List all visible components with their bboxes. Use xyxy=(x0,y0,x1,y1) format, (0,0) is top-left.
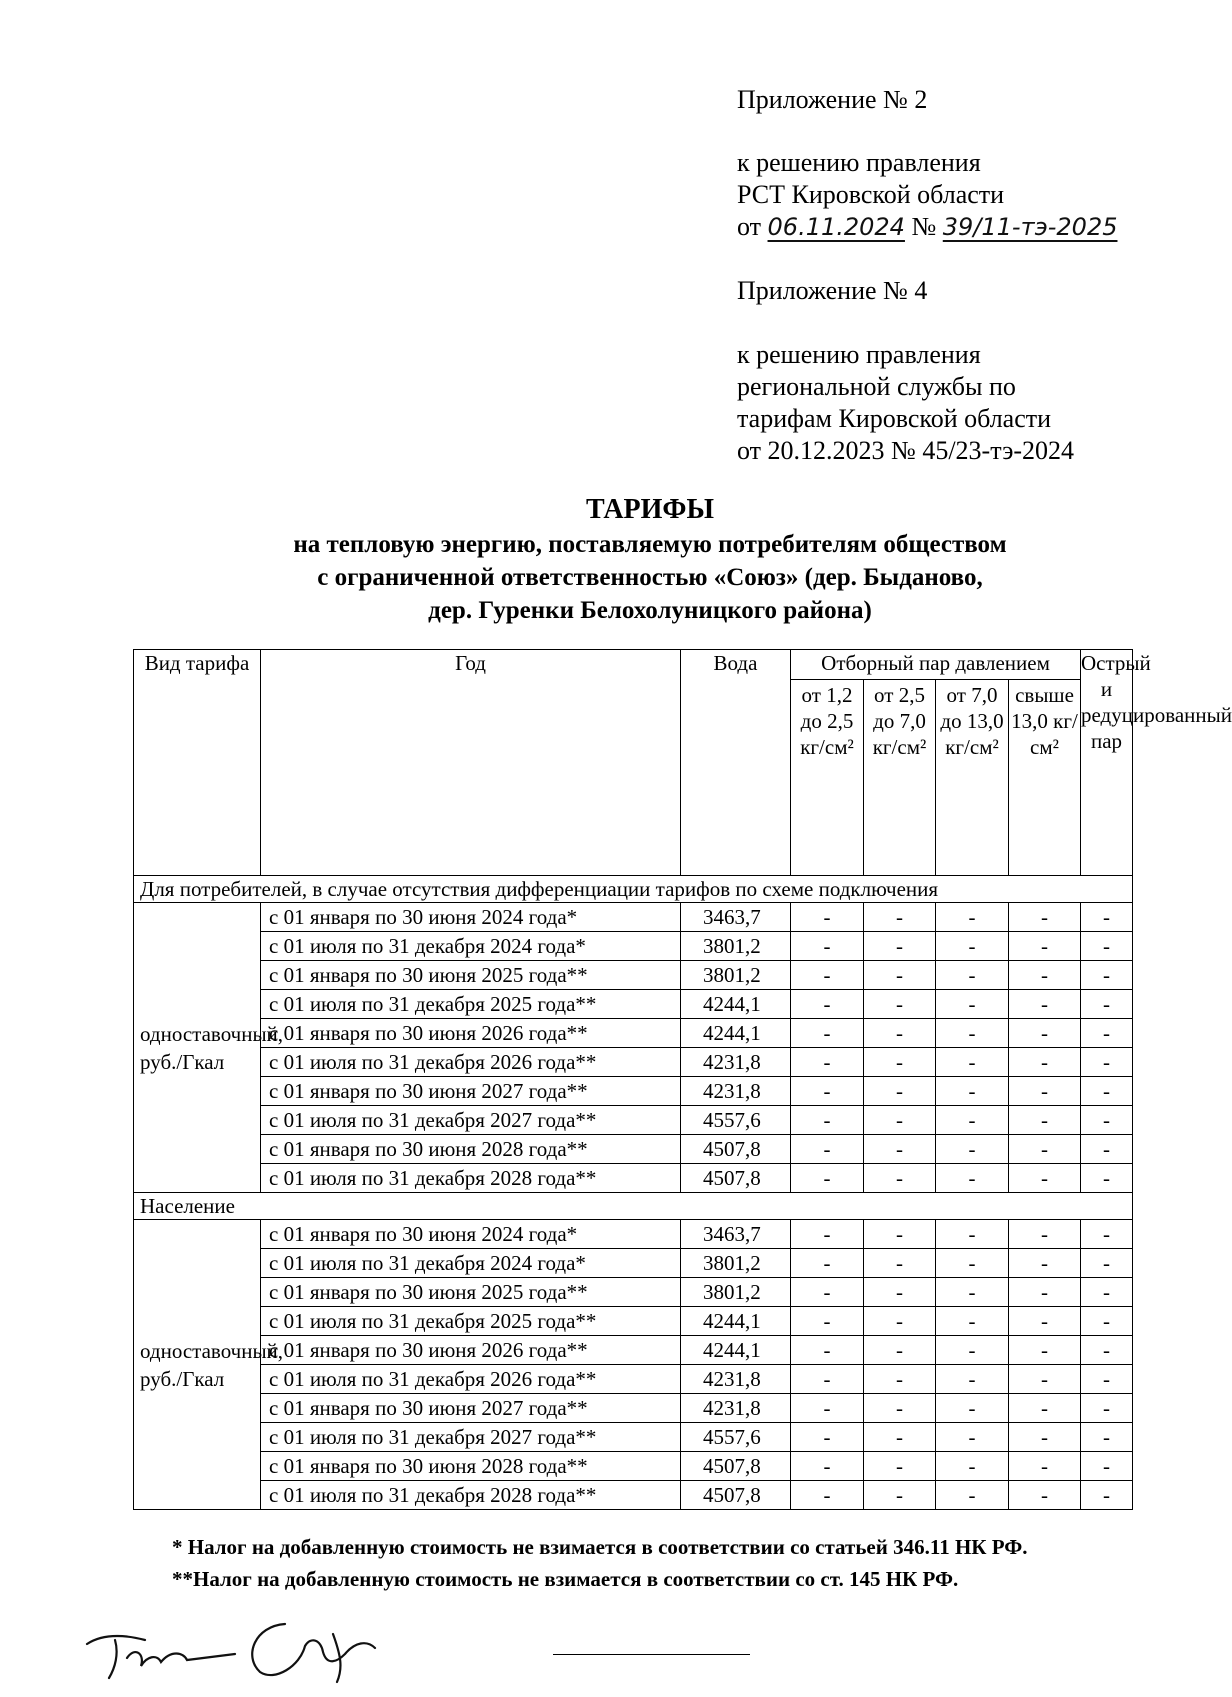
table-row xyxy=(134,903,1133,932)
ref-line-2: региональной службы по xyxy=(737,372,1016,401)
empty-value-cell: - xyxy=(1081,1394,1133,1423)
voda-value-cell: 4507,8 xyxy=(681,1481,791,1510)
table-row xyxy=(134,1220,1133,1249)
empty-value-cell: - xyxy=(791,990,864,1019)
title-main: ТАРИФЫ xyxy=(586,494,714,525)
empty-value-cell: - xyxy=(864,1077,936,1106)
header-ostryi: Острый и редуцированный пар xyxy=(1081,650,1133,876)
section-title: Население xyxy=(134,1193,1133,1220)
period-cell: с 01 июля по 31 декабря 2026 года** xyxy=(261,1365,681,1394)
empty-value-cell: - xyxy=(864,1220,936,1249)
voda-value-cell: 3801,2 xyxy=(681,1249,791,1278)
table-row xyxy=(134,1249,1133,1278)
number-prefix: № xyxy=(911,212,937,241)
decision-date-line xyxy=(737,211,1117,243)
empty-value-cell: - xyxy=(1081,1365,1133,1394)
table-row xyxy=(134,1106,1133,1135)
empty-value-cell: - xyxy=(1009,961,1081,990)
footnotes xyxy=(172,1531,1028,1595)
empty-value-cell: - xyxy=(1009,1394,1081,1423)
voda-value-cell: 4231,8 xyxy=(681,1394,791,1423)
empty-value-cell: - xyxy=(1009,1452,1081,1481)
period-cell: с 01 января по 30 июня 2025 года** xyxy=(261,961,681,990)
reference-block xyxy=(737,339,1074,467)
empty-value-cell: - xyxy=(791,1307,864,1336)
period-cell: с 01 января по 30 июня 2028 года** xyxy=(261,1135,681,1164)
empty-value-cell: - xyxy=(1009,1423,1081,1452)
empty-value-cell: - xyxy=(791,903,864,932)
empty-value-cell: - xyxy=(864,903,936,932)
header-steam-group: Отборный пар давлением xyxy=(791,650,1081,680)
empty-value-cell: - xyxy=(864,1048,936,1077)
empty-value-cell: - xyxy=(1009,1249,1081,1278)
empty-value-cell: - xyxy=(864,1394,936,1423)
empty-value-cell: - xyxy=(1081,1048,1133,1077)
appendix-2-block xyxy=(737,84,927,116)
empty-value-cell: - xyxy=(1009,1106,1081,1135)
table-row xyxy=(134,1481,1133,1510)
empty-value-cell: - xyxy=(1009,1048,1081,1077)
period-cell: с 01 января по 30 июня 2028 года** xyxy=(261,1452,681,1481)
empty-value-cell: - xyxy=(864,1019,936,1048)
empty-value-cell: - xyxy=(864,961,936,990)
document-title xyxy=(150,493,1150,627)
empty-value-cell: - xyxy=(936,1106,1009,1135)
header-vid-tarifa: Вид тарифа xyxy=(134,650,261,876)
voda-value-cell: 4231,8 xyxy=(681,1365,791,1394)
voda-value-cell: 3801,2 xyxy=(681,1278,791,1307)
empty-value-cell: - xyxy=(936,903,1009,932)
voda-value-cell: 3463,7 xyxy=(681,903,791,932)
empty-value-cell: - xyxy=(864,1278,936,1307)
empty-value-cell: - xyxy=(1081,1135,1133,1164)
handwritten-date: 06.11.2024 xyxy=(767,213,905,241)
voda-value-cell: 4507,8 xyxy=(681,1164,791,1193)
footnote-2: **Налог на добавленную стоимость не взимается в соответствии со ст. 145 НК РФ. xyxy=(172,1567,959,1591)
table-row xyxy=(134,1423,1133,1452)
empty-value-cell: - xyxy=(936,961,1009,990)
voda-value-cell: 4507,8 xyxy=(681,1135,791,1164)
header-steam-1: от 1,2 до 2,5 кг/см² xyxy=(791,680,864,876)
empty-value-cell: - xyxy=(791,1365,864,1394)
empty-value-cell: - xyxy=(791,1423,864,1452)
appendix-4-block xyxy=(737,275,927,307)
empty-value-cell: - xyxy=(1081,1077,1133,1106)
section-header-row xyxy=(134,1193,1133,1220)
ref-line-1: к решению правления xyxy=(737,340,981,369)
empty-value-cell: - xyxy=(1081,1336,1133,1365)
header-voda: Вода xyxy=(681,650,791,876)
empty-value-cell: - xyxy=(864,1452,936,1481)
empty-value-cell: - xyxy=(936,1365,1009,1394)
empty-value-cell: - xyxy=(791,1135,864,1164)
header-steam-3: от 7,0 до 13,0 кг/см² xyxy=(936,680,1009,876)
voda-value-cell: 4244,1 xyxy=(681,990,791,1019)
table-row xyxy=(134,1365,1133,1394)
voda-value-cell: 4244,1 xyxy=(681,1019,791,1048)
empty-value-cell: - xyxy=(791,1048,864,1077)
period-cell: с 01 июля по 31 декабря 2024 года* xyxy=(261,932,681,961)
empty-value-cell: - xyxy=(936,1423,1009,1452)
period-cell: с 01 января по 30 июня 2027 года** xyxy=(261,1077,681,1106)
appendix-2-title: Приложение № 2 xyxy=(737,85,928,114)
empty-value-cell: - xyxy=(864,1481,936,1510)
period-cell: с 01 июля по 31 декабря 2025 года** xyxy=(261,990,681,1019)
period-cell: с 01 января по 30 июня 2024 года* xyxy=(261,1220,681,1249)
period-cell: с 01 июля по 31 декабря 2028 года** xyxy=(261,1481,681,1510)
empty-value-cell: - xyxy=(1081,961,1133,990)
empty-value-cell: - xyxy=(1081,1278,1133,1307)
empty-value-cell: - xyxy=(791,1278,864,1307)
voda-value-cell: 4507,8 xyxy=(681,1452,791,1481)
empty-value-cell: - xyxy=(864,932,936,961)
handwritten-number: 39/11-тэ-2025 xyxy=(942,213,1118,241)
empty-value-cell: - xyxy=(936,1452,1009,1481)
table-row xyxy=(134,1164,1133,1193)
table-row xyxy=(134,1394,1133,1423)
empty-value-cell: - xyxy=(791,1019,864,1048)
tariffs-table xyxy=(133,649,1232,1510)
empty-value-cell: - xyxy=(1009,1307,1081,1336)
table-row xyxy=(134,1452,1133,1481)
voda-value-cell: 4231,8 xyxy=(681,1077,791,1106)
empty-value-cell: - xyxy=(1009,1220,1081,1249)
empty-value-cell: - xyxy=(791,1336,864,1365)
voda-value-cell: 4244,1 xyxy=(681,1307,791,1336)
empty-value-cell: - xyxy=(791,1481,864,1510)
signature-line xyxy=(553,1654,750,1655)
empty-value-cell: - xyxy=(791,1394,864,1423)
empty-value-cell: - xyxy=(791,1452,864,1481)
period-cell: с 01 июля по 31 декабря 2027 года** xyxy=(261,1106,681,1135)
empty-value-cell: - xyxy=(1009,1278,1081,1307)
empty-value-cell: - xyxy=(936,1336,1009,1365)
empty-value-cell: - xyxy=(1009,1019,1081,1048)
empty-value-cell: - xyxy=(936,1394,1009,1423)
period-cell: с 01 июля по 31 декабря 2024 года* xyxy=(261,1249,681,1278)
table-body xyxy=(134,876,1133,1510)
table-row xyxy=(134,932,1133,961)
period-cell: с 01 июля по 31 декабря 2027 года** xyxy=(261,1423,681,1452)
empty-value-cell: - xyxy=(1081,1220,1133,1249)
period-cell: с 01 января по 30 июня 2027 года** xyxy=(261,1394,681,1423)
empty-value-cell: - xyxy=(864,1336,936,1365)
empty-value-cell: - xyxy=(1081,1452,1133,1481)
date-prefix: от xyxy=(737,212,762,241)
empty-value-cell: - xyxy=(1009,932,1081,961)
empty-value-cell: - xyxy=(791,1077,864,1106)
empty-value-cell: - xyxy=(1081,1019,1133,1048)
tariff-type-cell: одноставочный, руб./Гкал xyxy=(134,1220,261,1510)
header-steam-2: от 2,5 до 7,0 кг/см² xyxy=(864,680,936,876)
period-cell: с 01 июля по 31 декабря 2025 года** xyxy=(261,1307,681,1336)
empty-value-cell: - xyxy=(791,961,864,990)
empty-value-cell: - xyxy=(1009,1135,1081,1164)
empty-value-cell: - xyxy=(1009,990,1081,1019)
empty-value-cell: - xyxy=(1009,1336,1081,1365)
empty-value-cell: - xyxy=(936,1019,1009,1048)
period-cell: с 01 июля по 31 декабря 2028 года** xyxy=(261,1164,681,1193)
header-god: Год xyxy=(261,650,681,876)
table-row xyxy=(134,1336,1133,1365)
empty-value-cell: - xyxy=(1081,932,1133,961)
decision-block xyxy=(737,147,1117,243)
table-row xyxy=(134,1307,1133,1336)
tariff-type-cell: одноставочный, руб./Гкал xyxy=(134,903,261,1193)
empty-value-cell: - xyxy=(864,1164,936,1193)
table-row xyxy=(134,990,1133,1019)
title-line-3: дер. Гуренки Белохолуницкого района) xyxy=(428,597,872,624)
empty-value-cell: - xyxy=(791,1106,864,1135)
table-row xyxy=(134,1135,1133,1164)
empty-value-cell: - xyxy=(791,1249,864,1278)
ref-line-4: от 20.12.2023 № 45/23-тэ-2024 xyxy=(737,436,1075,465)
table-row xyxy=(134,1019,1133,1048)
empty-value-cell: - xyxy=(1081,1307,1133,1336)
empty-value-cell: - xyxy=(1081,1249,1133,1278)
empty-value-cell: - xyxy=(1081,990,1133,1019)
decision-line-2: РСТ Кировской области xyxy=(737,180,1005,209)
empty-value-cell: - xyxy=(791,1164,864,1193)
voda-value-cell: 3801,2 xyxy=(681,932,791,961)
empty-value-cell: - xyxy=(1009,1481,1081,1510)
voda-value-cell: 4557,6 xyxy=(681,1423,791,1452)
empty-value-cell: - xyxy=(936,1135,1009,1164)
period-cell: с 01 июля по 31 декабря 2026 года** xyxy=(261,1048,681,1077)
period-cell: с 01 января по 30 июня 2025 года** xyxy=(261,1278,681,1307)
decision-line-1: к решению правления xyxy=(737,148,981,177)
empty-value-cell: - xyxy=(1009,1365,1081,1394)
table-row xyxy=(134,1048,1133,1077)
footnote-1: * Налог на добавленную стоимость не взимается в соответствии со статьей 346.11 НК РФ. xyxy=(172,1535,1028,1559)
ref-line-3: тарифам Кировской области xyxy=(737,404,1052,433)
empty-value-cell: - xyxy=(864,1365,936,1394)
header-steam-4: свыше 13,0 кг/см² xyxy=(1009,680,1081,876)
table-row xyxy=(134,1077,1133,1106)
voda-value-cell: 3801,2 xyxy=(681,961,791,990)
empty-value-cell: - xyxy=(864,1307,936,1336)
empty-value-cell: - xyxy=(791,1220,864,1249)
title-line-1: на тепловую энергию, поставляемую потребителям обществом xyxy=(293,531,1007,558)
empty-value-cell: - xyxy=(936,932,1009,961)
empty-value-cell: - xyxy=(864,1106,936,1135)
empty-value-cell: - xyxy=(936,1048,1009,1077)
empty-value-cell: - xyxy=(1081,1423,1133,1452)
empty-value-cell: - xyxy=(936,1220,1009,1249)
empty-value-cell: - xyxy=(936,1278,1009,1307)
voda-value-cell: 4244,1 xyxy=(681,1336,791,1365)
empty-value-cell: - xyxy=(1081,1164,1133,1193)
empty-value-cell: - xyxy=(936,1481,1009,1510)
section-header-row xyxy=(134,876,1133,903)
title-line-2: с ограниченной ответственностью «Союз» (дер. Быданово, xyxy=(317,564,983,591)
empty-value-cell: - xyxy=(1009,1164,1081,1193)
appendix-4-title: Приложение № 4 xyxy=(737,276,928,305)
empty-value-cell: - xyxy=(936,1307,1009,1336)
empty-value-cell: - xyxy=(864,1423,936,1452)
table-row xyxy=(134,961,1133,990)
empty-value-cell: - xyxy=(1081,1481,1133,1510)
voda-value-cell: 4231,8 xyxy=(681,1048,791,1077)
voda-value-cell: 4557,6 xyxy=(681,1106,791,1135)
empty-value-cell: - xyxy=(1081,903,1133,932)
empty-value-cell: - xyxy=(936,990,1009,1019)
empty-value-cell: - xyxy=(864,990,936,1019)
period-cell: с 01 января по 30 июня 2026 года** xyxy=(261,1336,681,1365)
empty-value-cell: - xyxy=(791,932,864,961)
empty-value-cell: - xyxy=(1009,903,1081,932)
empty-value-cell: - xyxy=(1009,1077,1081,1106)
empty-value-cell: - xyxy=(864,1249,936,1278)
period-cell: с 01 января по 30 июня 2026 года** xyxy=(261,1019,681,1048)
period-cell: с 01 января по 30 июня 2024 года* xyxy=(261,903,681,932)
empty-value-cell: - xyxy=(864,1135,936,1164)
empty-value-cell: - xyxy=(936,1164,1009,1193)
section-title: Для потребителей, в случае отсутствия дифференциации тарифов по схеме подключения xyxy=(134,876,1133,903)
empty-value-cell: - xyxy=(1081,1106,1133,1135)
voda-value-cell: 3463,7 xyxy=(681,1220,791,1249)
empty-value-cell: - xyxy=(936,1249,1009,1278)
table-row xyxy=(134,1278,1133,1307)
handwritten-signature xyxy=(75,1596,395,1691)
empty-value-cell: - xyxy=(936,1077,1009,1106)
